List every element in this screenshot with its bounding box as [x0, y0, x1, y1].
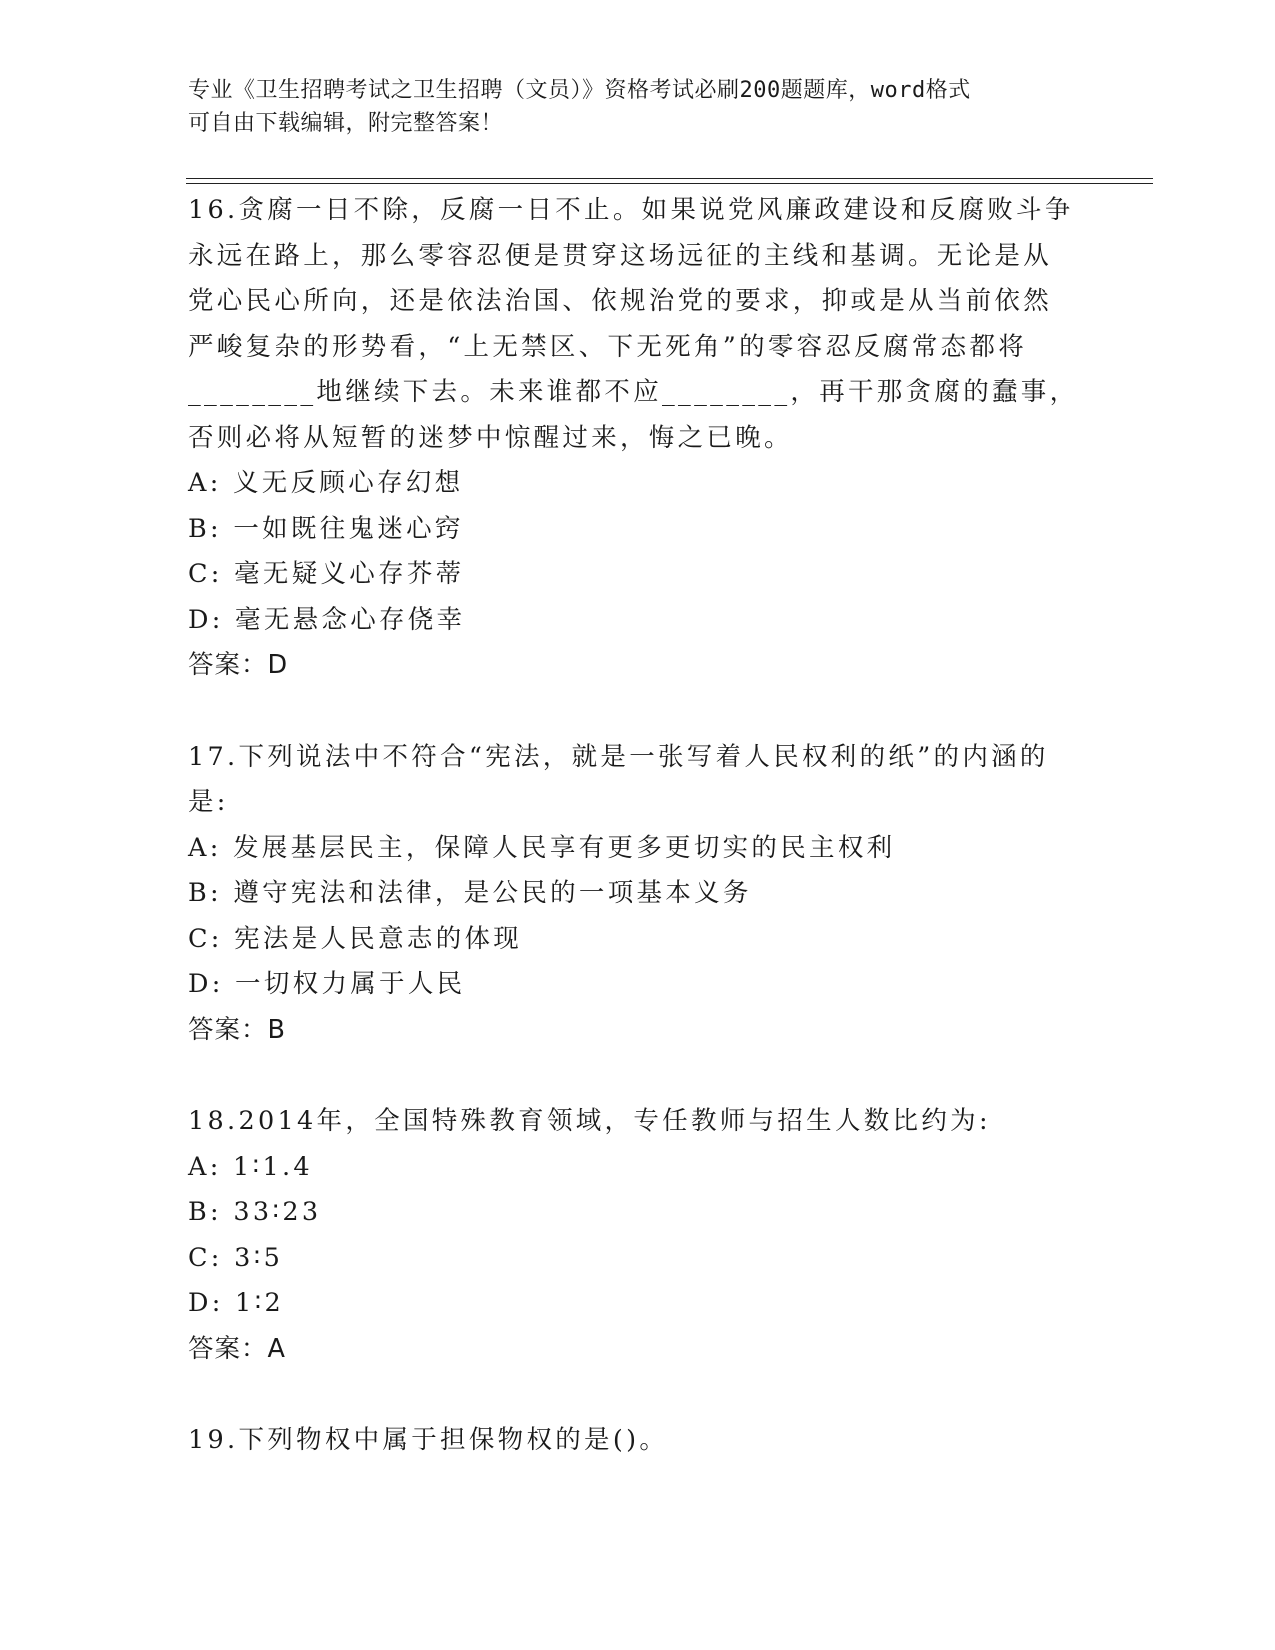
- option-b: B: 遵守宪法和法律，是公民的一项基本义务: [188, 878, 752, 908]
- option-c: C: 毫无疑义心存芥蒂: [188, 559, 465, 589]
- stem-line: 否则必将从短暂的迷梦中惊醒过来，悔之已晚。: [188, 422, 793, 453]
- option-d: D: 一切权力属于人民: [188, 969, 466, 999]
- option-d: D: 1∶2: [188, 1288, 285, 1318]
- answer-line: 答案：D: [188, 650, 289, 680]
- answer-line: 答案：A: [188, 1333, 286, 1364]
- option-b: B: 一如既往鬼迷心窍: [188, 513, 464, 544]
- option-c: C: 宪法是人民意志的体现: [188, 923, 523, 954]
- header-line-1: 专业《卫生招聘考试之卫生招聘（文员）》资格考试必刷200题题库，word格式: [188, 78, 971, 103]
- spacer: [188, 1053, 1088, 1099]
- question-17: [188, 735, 1088, 1054]
- question-18: [188, 1099, 1088, 1372]
- option-a: A: 发展基层民主，保障人民享有更多更切实的民主权利: [188, 832, 896, 863]
- question-stem: [188, 1099, 1088, 1145]
- spacer: [188, 689, 1088, 735]
- stem-line: 17.下列说法中不符合“宪法，就是一张写着人民权利的纸”的内涵的: [188, 741, 1049, 772]
- header-rule-bottom: [186, 183, 1153, 184]
- question-16: [188, 188, 1088, 689]
- stem-line: 19.下列物权中属于担保物权的是()。: [188, 1425, 669, 1455]
- document-header: [188, 74, 1068, 140]
- question-stem: [188, 1418, 1088, 1464]
- option-a: A: 1∶1.4: [188, 1151, 313, 1182]
- stem-line: 16.贪腐一日不除，反腐一日不止。如果说党风廉政建设和反腐败斗争: [188, 195, 1074, 225]
- spacer: [188, 1372, 1088, 1418]
- question-stem: [188, 735, 1088, 826]
- header-line-2: 可自由下载编辑，附完整答案！: [188, 111, 504, 136]
- question-19: [188, 1418, 1088, 1464]
- stem-line: 严峻复杂的形势看，“上无禁区、下无死角”的零容忍反腐常态都将: [188, 331, 1028, 362]
- header-rule-top: [186, 178, 1153, 179]
- stem-line: ________地继续下去。未来谁都不应________，再干那贪腐的蠢事，: [188, 377, 1079, 407]
- answer-line: 答案：B: [188, 1014, 286, 1045]
- option-c: C: 3∶5: [188, 1242, 284, 1273]
- stem-line: 党心民心所向，还是依法治国、依规治党的要求，抑或是从当前依然: [188, 286, 1053, 316]
- option-b: B: 33∶23: [188, 1197, 322, 1227]
- question-stem: [188, 188, 1088, 461]
- option-a: A: 义无反顾心存幻想: [188, 468, 464, 498]
- stem-line: 永远在路上，那么零容忍便是贯穿这场远征的主线和基调。无论是从: [188, 240, 1053, 271]
- stem-line: 18.2014年，全国特殊教育领域，专任教师与招生人数比约为:: [188, 1106, 991, 1136]
- question-list: [188, 188, 1088, 1464]
- stem-line: 是:: [188, 787, 229, 817]
- option-d: D: 毫无悬念心存侥幸: [188, 604, 466, 635]
